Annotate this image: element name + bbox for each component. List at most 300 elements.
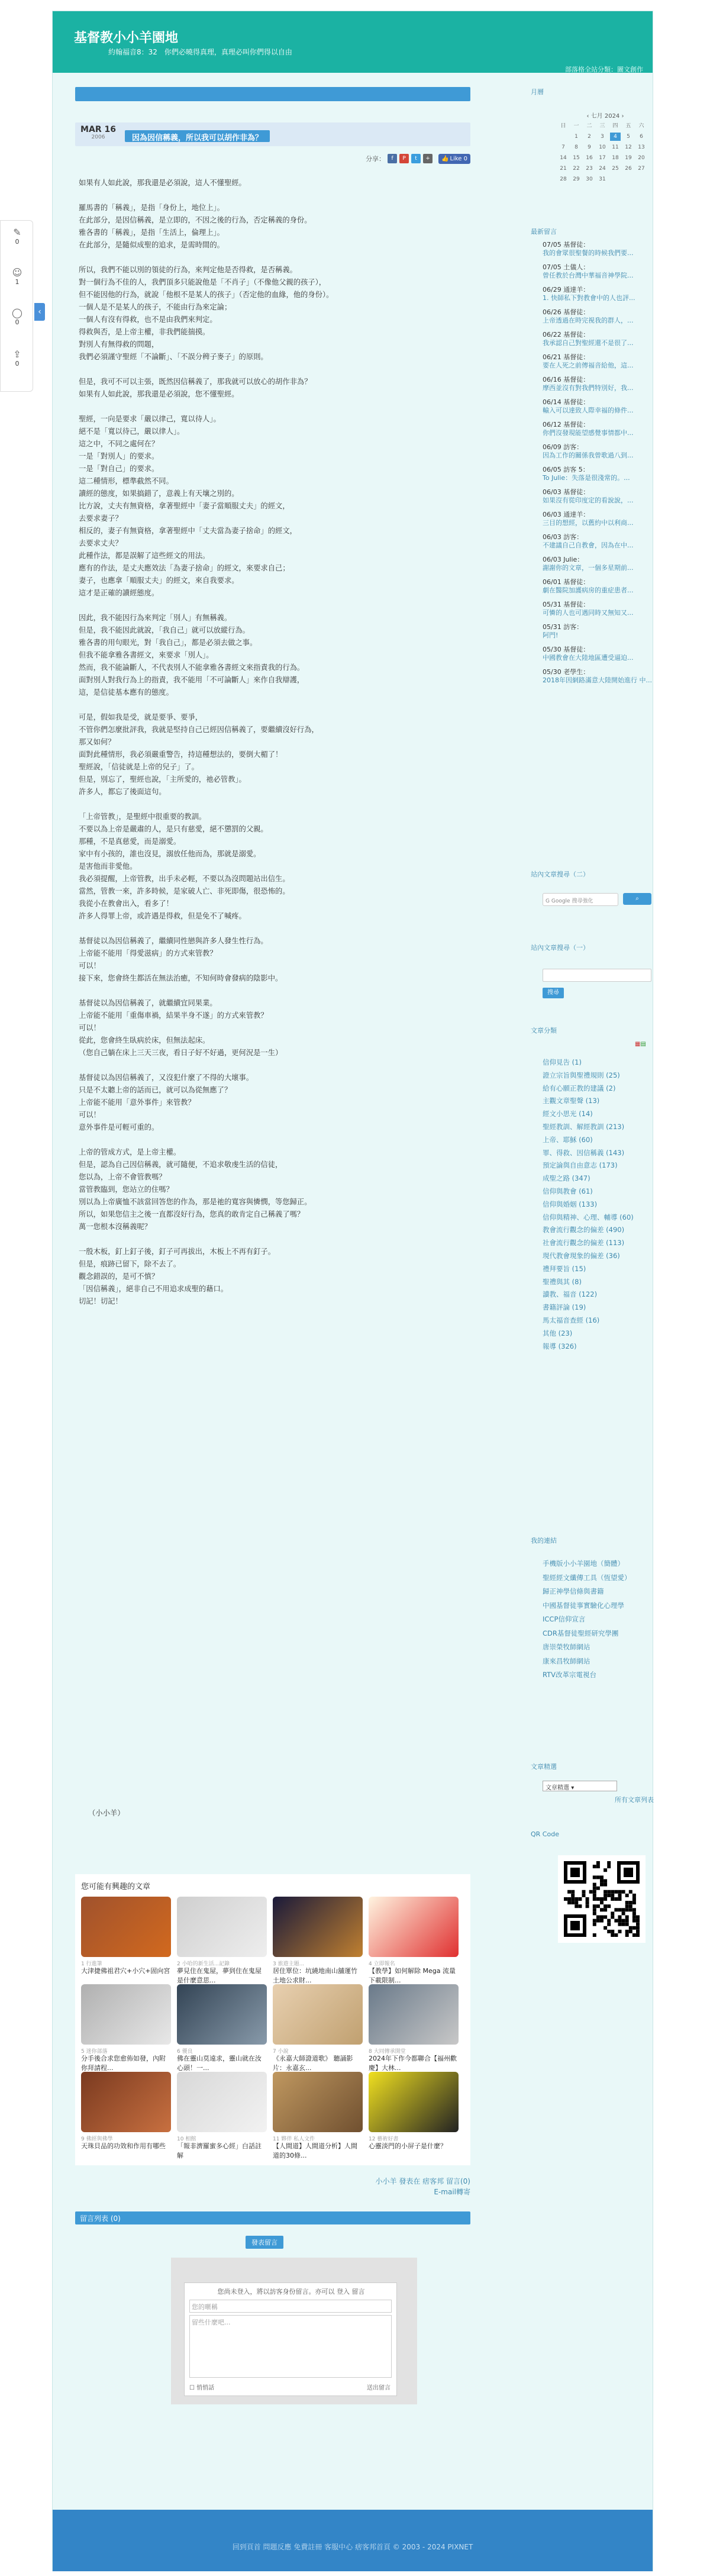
link-item[interactable]: CDR基督徒聖經研究學團 xyxy=(543,1629,619,1637)
qr-module xyxy=(629,1901,632,1904)
qr-module xyxy=(625,1919,629,1923)
share-icon: ⇪ xyxy=(13,349,21,360)
post-line: 妻子，也應拿「順服丈夫」的經文，來自我要求。 xyxy=(79,576,239,585)
calendar-day[interactable]: 8 xyxy=(575,144,578,150)
calendar xyxy=(558,111,653,183)
category-item[interactable]: 其他 (23) xyxy=(543,1329,573,1337)
qr-module xyxy=(625,1916,629,1919)
related-source: 4 立即報名 xyxy=(369,1961,395,1967)
footer-text[interactable]: 回到頁首 問題反應 免費註冊 客服中心 痞客邦首頁 © 2003 - 2024 PIXNET xyxy=(232,2543,473,2551)
related-caption[interactable]: 「報非濟羅蜜多心經」白話註解 xyxy=(177,2142,262,2159)
post-title[interactable]: 因為因信稱義，所以我可以胡作非為？ xyxy=(125,130,270,142)
category-item[interactable]: 報導 (326) xyxy=(543,1342,577,1350)
calendar-day[interactable]: 28 xyxy=(560,176,567,182)
qr-module xyxy=(636,1916,640,1919)
side-share-count: 0 xyxy=(15,360,20,367)
post-line: 一個人是不是某人的孩子，不能由行為來定論； xyxy=(79,303,232,311)
category-item[interactable]: 證立宗旨與聖禮規則 (25) xyxy=(543,1071,620,1079)
qr-module xyxy=(604,1908,607,1911)
qr-module xyxy=(575,1897,578,1901)
post-meta[interactable]: 小小羊 發表在 痞客邦 留言(0) xyxy=(375,2177,470,2185)
post-line: 如果有人如此說，那我還是必須說，您不懂聖經。 xyxy=(79,390,239,398)
qr-module xyxy=(629,1930,632,1933)
related-thumbnail[interactable] xyxy=(177,1897,267,1957)
recent-comment-item[interactable] xyxy=(543,488,653,505)
related-source: 10 相館 xyxy=(177,2136,196,2142)
calendar-day[interactable]: 29 xyxy=(573,176,580,182)
qr-module xyxy=(593,1887,596,1890)
category-view-toggle[interactable] xyxy=(635,1041,646,1047)
qr-module xyxy=(593,1875,596,1879)
blog-description: 約翰福音8：32 你們必曉得真理，真理必叫你們得以自由 xyxy=(108,48,292,56)
recent-comment-text[interactable]: 因為工作的關係我曾歌過八到... xyxy=(543,452,634,459)
calendar-day[interactable]: 16 xyxy=(586,155,593,161)
recent-comment-item[interactable] xyxy=(543,308,653,325)
post-line: 可以！ xyxy=(79,962,101,970)
category-item[interactable]: 信仰與精神、心理、輔導 (60) xyxy=(543,1213,634,1221)
more-share-icon[interactable]: + xyxy=(423,154,433,163)
post-line: 去要求妻子？ xyxy=(79,514,122,523)
side-share-pencil[interactable] xyxy=(1,227,34,246)
qr-module xyxy=(636,1926,640,1930)
post-line: 對一個行為不佳的人，我們頂多只能說他是「不肖子」（不像他父親的孩子）， xyxy=(79,278,327,286)
related-thumbnail[interactable] xyxy=(81,2072,171,2132)
facebook-like-button[interactable] xyxy=(438,154,470,164)
local-search-title: 站內文章搜尋（一） xyxy=(531,944,589,952)
qr-module xyxy=(604,1883,607,1887)
comment-send-button[interactable]: 送出留言 xyxy=(367,2385,390,2391)
qr-module xyxy=(586,1901,589,1904)
post-paragraph xyxy=(79,612,463,699)
share-label: 分享： xyxy=(366,155,386,163)
qr-module xyxy=(632,1897,636,1901)
category-item[interactable]: 書籍評論 (19) xyxy=(543,1303,586,1312)
related-caption[interactable]: 居住單位：坑繞地南山舖運竹 土地公求財... xyxy=(273,1967,357,1984)
related-source: 6 優良 xyxy=(177,2049,193,2055)
calendar-day[interactable]: 12 xyxy=(625,144,632,150)
category-item[interactable]: 馬太福音查經 (16) xyxy=(543,1316,600,1324)
recent-comment-text[interactable]: 2018年因網路滿意大陸開始進行 中... xyxy=(543,676,652,684)
post-line: 如果有人如此說，那我還是必須說，這人不懂聖經。 xyxy=(79,179,246,187)
comment-icon: ◯ xyxy=(12,307,22,318)
qr-module xyxy=(618,1890,622,1894)
calendar-day[interactable]: 9 xyxy=(588,144,591,150)
category-item[interactable]: 信仰與教會 (61) xyxy=(543,1187,593,1195)
qr-module xyxy=(604,1926,607,1930)
calendar-day[interactable]: 20 xyxy=(638,155,645,161)
recent-comment-text[interactable]: To Julie：失落是很淺常的。... xyxy=(543,474,630,482)
calendar-day[interactable]: 19 xyxy=(625,155,632,161)
archive-select[interactable] xyxy=(543,1781,617,1791)
comment-message-field[interactable]: 留些什麼吧... xyxy=(189,2315,392,2378)
recent-comment-text[interactable]: 上帝透過在時完視我的群人，... xyxy=(543,317,634,324)
qr-module xyxy=(604,1904,607,1908)
post-line: 所以，如果您信主之後一直都沒好行為，您真的敢肯定自己稱義了嗎？ xyxy=(79,1210,305,1218)
related-thumbnail[interactable] xyxy=(81,1897,171,1957)
recent-comment-item[interactable] xyxy=(543,331,653,347)
calendar-day[interactable]: 3 xyxy=(601,134,604,140)
qr-module xyxy=(632,1908,636,1911)
post-line: 絕不是「寬以待己，嚴以律人」。 xyxy=(79,427,185,436)
calendar-weekday: 五 xyxy=(625,123,631,129)
qr-module xyxy=(625,1933,629,1937)
post-line: 這二種情形，標準截然不同。 xyxy=(79,477,173,485)
recent-comment-item[interactable] xyxy=(543,668,653,685)
recent-comment-item[interactable] xyxy=(543,241,653,257)
recent-comment-text[interactable]: 曾任教於台灣中華福音神學院... xyxy=(543,272,634,279)
related-thumbnail[interactable] xyxy=(369,2072,459,2132)
category-item[interactable]: 社會流行觀念的偏差 (113) xyxy=(543,1239,625,1247)
qr-module xyxy=(600,1916,604,1919)
recent-comment-text[interactable]: 我的會眾很聖餐的時候我們要... xyxy=(543,249,634,257)
category-item[interactable]: 給有心願正教的建議 (2) xyxy=(543,1084,616,1092)
recent-comment-text[interactable]: 要在人死之前傳福音給他，這... xyxy=(543,362,634,369)
category-item[interactable]: 罪、得救、因信稱義 (143) xyxy=(543,1148,625,1157)
floating-share-panel xyxy=(0,220,33,392)
qr-module xyxy=(586,1897,589,1901)
calendar-day[interactable]: 21 xyxy=(560,166,567,172)
calendar-day[interactable]: 30 xyxy=(586,176,593,182)
link-item[interactable]: 聖經經文纖傳工具（恆望愛） xyxy=(543,1573,631,1582)
calendar-day[interactable]: 15 xyxy=(573,155,580,161)
qr-module xyxy=(611,1930,614,1933)
related-thumbnail[interactable] xyxy=(273,1984,363,2045)
calendar-day[interactable]: 10 xyxy=(599,144,606,150)
recent-comment-text[interactable]: 阿門! xyxy=(543,631,559,639)
recent-comment-item[interactable] xyxy=(543,533,653,550)
recent-comments-list xyxy=(543,241,653,691)
post-line: 上帝能不能用「重傷車禍，結果半身不遂」的方式來管教？ xyxy=(79,1011,268,1020)
related-source: 5 迷你部落 xyxy=(81,2049,108,2055)
comment-login-text: 您尚未登入，將以訪客身份留言。亦可以 登入 留言 xyxy=(217,2288,365,2295)
calendar-next-icon[interactable]: › xyxy=(621,113,624,120)
qr-module xyxy=(578,1904,582,1908)
calendar-day[interactable]: 7 xyxy=(561,144,565,150)
calendar-header xyxy=(558,111,653,120)
link-item[interactable]: 唐崇榮牧師網站 xyxy=(543,1643,590,1651)
link-item[interactable]: 中國基督徒事實驗化心理學 xyxy=(543,1601,624,1610)
qr-module xyxy=(618,1923,622,1926)
related-caption[interactable]: 《永嘉大師證道歌》 聽誦影片：永嘉玄... xyxy=(273,2055,353,2072)
post-paragraph xyxy=(79,376,463,401)
link-item[interactable]: ICCP信仰宣言 xyxy=(543,1615,586,1623)
facebook-share-icon[interactable]: f xyxy=(388,154,397,163)
post-line: 一個人有沒有得救，也不是由我們來判定。 xyxy=(79,315,217,324)
category-item[interactable]: 信仰與婚姻 (133) xyxy=(543,1200,598,1208)
related-caption[interactable]: 2024年下作今都聯合【福州歡慶】大林... xyxy=(369,2055,457,2072)
qr-module xyxy=(604,1916,607,1919)
calendar-day[interactable]: 1 xyxy=(575,134,578,140)
category-item[interactable]: 經文小思光 (14) xyxy=(543,1110,593,1118)
recent-comment-item[interactable] xyxy=(543,263,653,280)
recent-comment-item[interactable] xyxy=(543,376,653,392)
recent-comment-text[interactable]: 如果沒有從印度定的看說說，... xyxy=(543,496,634,504)
category-item[interactable]: 聖經教訓、解經教訓 (213) xyxy=(543,1122,625,1131)
recent-comment-text[interactable]: 中國教會在大陸地區遭受逼迫... xyxy=(543,654,634,662)
recent-comment-item[interactable] xyxy=(543,601,653,617)
post-comment-button[interactable]: 發表留言 xyxy=(246,2236,283,2249)
qr-module xyxy=(582,1890,586,1894)
calendar-day[interactable]: 2 xyxy=(588,134,591,140)
recent-comment-item[interactable] xyxy=(543,556,653,572)
category-item[interactable]: 現代教會現象的偏差 (36) xyxy=(543,1251,620,1260)
qr-module xyxy=(625,1901,629,1904)
calendar-day[interactable]: 23 xyxy=(586,166,593,172)
related-articles xyxy=(75,1874,470,2165)
comment-private-checkbox[interactable]: ☐ 悄悄話 xyxy=(189,2385,215,2391)
calendar-day[interactable]: 31 xyxy=(599,176,606,182)
calendar-day[interactable]: 24 xyxy=(599,166,606,172)
email-forward-link[interactable]: E-mail轉寄 xyxy=(434,2188,470,2196)
recent-comment-item[interactable] xyxy=(543,646,653,662)
category-item[interactable]: 讀教、福音 (122) xyxy=(543,1290,598,1299)
calendar-day[interactable]: 13 xyxy=(638,144,645,150)
related-thumbnail[interactable] xyxy=(177,2072,267,2132)
post-line: 可以！ xyxy=(79,1024,101,1032)
category-item[interactable]: 成聖之路 (347) xyxy=(543,1174,590,1183)
calendar-day[interactable]: 6 xyxy=(640,134,643,140)
recent-comment-item[interactable] xyxy=(543,353,653,370)
recent-comment-item[interactable] xyxy=(543,578,653,595)
calendar-day[interactable]: 27 xyxy=(638,166,645,172)
recent-comment-author: 05/31 基督徒： xyxy=(543,601,590,608)
category-item[interactable]: 預定論與自由意志 (173) xyxy=(543,1161,618,1170)
footer xyxy=(53,2510,653,2571)
post-line: 這，是信徒基本應有的態度。 xyxy=(79,688,173,697)
related-thumbnail[interactable] xyxy=(81,1984,171,2045)
grid-view-icon[interactable]: ▦ xyxy=(635,1041,641,1047)
calendar-day[interactable]: 25 xyxy=(612,166,619,172)
related-title: 您可能有興趣的文章 xyxy=(81,1882,151,1891)
calendar-day[interactable]: 4 xyxy=(610,133,621,141)
categories-list xyxy=(543,1056,655,1353)
recent-comment-item[interactable] xyxy=(543,421,653,437)
qr-module xyxy=(596,1897,600,1901)
google-search-button[interactable] xyxy=(623,893,651,905)
calendar-month: 七月 2024 xyxy=(590,113,620,120)
side-share-count: 0 xyxy=(15,238,20,246)
all-articles-link[interactable]: 所有文章列表 xyxy=(615,1796,654,1804)
recent-comment-text[interactable]: 輸入可以達致人際幸福的條件... xyxy=(543,407,634,414)
calendar-day[interactable]: 5 xyxy=(627,134,630,140)
recent-comment-item[interactable] xyxy=(543,286,653,302)
related-caption[interactable]: 夢見住在鬼屋，夢到住在鬼屋是什麼意思... xyxy=(177,1967,262,1984)
google-search-placeholder: Google 搜尋強化 xyxy=(551,898,593,904)
like-label: Like 0 xyxy=(450,155,467,162)
related-source: 1 行進筆 xyxy=(81,1961,102,1967)
related-thumbnail[interactable] xyxy=(273,1897,363,1957)
comment-bar-label: 留言列表 (0) xyxy=(80,2214,121,2223)
post-line: 聖經，一向是要求「嚴以律己，寬以待人」。 xyxy=(79,415,221,423)
qr-module xyxy=(611,1933,614,1937)
qr-module xyxy=(611,1911,614,1915)
post-line: 聖經說，「信徒就是上帝的兒子」了。 xyxy=(79,763,199,771)
side-share-share[interactable] xyxy=(1,349,34,367)
category-link[interactable]: 部落格全站分類：圖文創作 xyxy=(565,66,643,73)
calendar-day[interactable]: 26 xyxy=(625,166,632,172)
link-item[interactable]: 歸正神學信條與書籍 xyxy=(543,1587,604,1595)
recent-comment-text[interactable]: 謝謝你的文章，一個多星期前... xyxy=(543,564,634,572)
recent-comment-text[interactable]: 劇在醫院加護病房的重症患者... xyxy=(543,586,634,594)
post-line: 當然，管教一來，許多時候，是家破人亡、非死即傷，很恐怖的。 xyxy=(79,887,290,895)
qr-module xyxy=(611,1890,614,1894)
related-thumbnail[interactable] xyxy=(369,1897,459,1957)
related-source: 3 旅遊主題... xyxy=(273,1961,305,1967)
post-line: 意外事件是可輕可重的。 xyxy=(79,1123,159,1131)
qr-module xyxy=(596,1875,600,1879)
qr-module xyxy=(564,1897,567,1901)
page-wrapper xyxy=(52,11,653,2571)
links-title: 我的連結 xyxy=(531,1537,557,1545)
recent-comment-text[interactable]: 1. 快師私下對教會中的人也評... xyxy=(543,294,635,302)
related-caption[interactable]: 天珠貝品的功效和作用有哪些 xyxy=(81,2142,166,2150)
post-line: 「因信稱義」，絕非自己不用追求成聖的藉口。 xyxy=(79,1285,228,1293)
related-source: 9 佛經與佛學 xyxy=(81,2136,113,2142)
recent-comment-item[interactable] xyxy=(543,623,653,640)
post-line: 因此，我不能因行為來判定「別人」有無稱義。 xyxy=(79,614,232,622)
post-paragraph xyxy=(79,711,463,798)
calendar-day[interactable]: 22 xyxy=(573,166,580,172)
calendar-day[interactable]: 14 xyxy=(560,155,567,161)
google-search-input[interactable] xyxy=(543,893,618,906)
recent-comment-author: 06/12 基督徒： xyxy=(543,421,590,428)
calendar-weekday: 一 xyxy=(573,123,579,129)
post-line: 羅馬書的「稱義」，是指「身份上，地位上」。 xyxy=(79,204,224,212)
category-item[interactable]: 信仰見告 (1) xyxy=(543,1058,582,1066)
recent-comments-title: 最新留言 xyxy=(531,228,557,236)
recent-comment-text[interactable]: 可憐的人也可遇同時又無知又... xyxy=(543,609,634,617)
blog-title[interactable]: 基督教小小羊園地 xyxy=(74,31,179,46)
related-thumbnail[interactable] xyxy=(177,1984,267,2045)
post-line: 一殷木板，釘上釘子後，釘子可再拔出，木板上不再有釘子。 xyxy=(79,1247,276,1256)
qr-module xyxy=(593,1904,596,1908)
recent-comment-author: 07/05 土儀人： xyxy=(543,263,590,271)
local-search-button[interactable]: 搜尋 xyxy=(543,988,564,998)
post-line: 從此，您會終生臥病於床，但無法起床。 xyxy=(79,1036,210,1044)
recent-comment-text[interactable]: 三目的想經，以舊約中以利商... xyxy=(543,519,634,527)
post-line: 切記！切記！ xyxy=(79,1297,122,1305)
recent-comment-author: 06/01 基督徒： xyxy=(543,578,590,586)
pencil-icon: ✎ xyxy=(13,227,21,238)
calendar-day xyxy=(623,175,634,183)
link-item[interactable]: RTV改革宗電視台 xyxy=(543,1671,597,1679)
qr-module xyxy=(596,1904,600,1908)
calendar-prev-icon[interactable]: ‹ xyxy=(586,113,589,120)
recent-comment-author: 06/21 基督徒： xyxy=(543,353,590,361)
collapse-panel-button[interactable] xyxy=(34,303,45,321)
google-search-title: 站內文章搜尋（二） xyxy=(531,871,589,878)
chevron-down-icon: ▾ xyxy=(571,1785,575,1791)
recent-comment-text[interactable]: 你們沒發現能望感覺事情都中... xyxy=(543,429,634,437)
category-item[interactable]: 教會流行觀念的偏差 (490) xyxy=(543,1226,625,1234)
qr-module xyxy=(600,1908,604,1911)
recent-comment-author: 06/05 訪客 5： xyxy=(543,466,589,473)
related-caption[interactable]: 【人間道】人間道分析】人間道的30條... xyxy=(273,2142,357,2159)
qr-module xyxy=(632,1916,636,1919)
comment-name-field[interactable]: 您的暱稱 xyxy=(189,2300,392,2313)
twitter-share-icon[interactable]: t xyxy=(411,154,421,163)
post-line: 我從小在教會出入，看多了！ xyxy=(79,899,173,908)
qr-module xyxy=(604,1890,607,1894)
post-line: 基督徒以為因信稱義了，就繼續宜同果業。 xyxy=(79,999,217,1007)
qr-module xyxy=(611,1894,614,1897)
qr-module xyxy=(611,1916,614,1919)
post-line: 可是，假如我是受，就是要爭、要爭， xyxy=(79,713,203,721)
calendar-day[interactable]: 17 xyxy=(599,155,606,161)
qr-module xyxy=(629,1908,632,1911)
qr-module xyxy=(596,1865,600,1868)
qr-module xyxy=(593,1908,596,1911)
qr-module xyxy=(629,1926,632,1930)
related-caption[interactable]: 分手後合求您愈佈如發，內附你拜請程... xyxy=(81,2055,166,2072)
category-item[interactable]: 上帝、耶穌 (60) xyxy=(543,1135,593,1144)
like-thumb-icon: 👍 xyxy=(441,155,449,162)
post-line: 比方說，丈夫有無資格，拿著聖經中「妻子當順服丈夫」的經文， xyxy=(79,502,290,510)
related-thumbnail[interactable] xyxy=(273,2072,363,2132)
comment-list-bar xyxy=(75,2211,470,2224)
related-caption[interactable]: 【教學】如何解除 Mega 流量下載限制... xyxy=(369,1967,456,1984)
qr-module xyxy=(604,1868,607,1872)
post-line: 只是不太聽上帝的話而已，就可以為從無應了？ xyxy=(79,1086,232,1094)
recent-comment-text[interactable]: 摩西並沒有對我們特別好，我... xyxy=(543,384,634,392)
post-line: 不管你們怎麼批評我，我就是堅持自己已經因信稱義了，要繼續沒好行為， xyxy=(79,726,319,734)
recent-comment-item[interactable] xyxy=(543,466,653,482)
category-item[interactable]: 聖禮與其 (8) xyxy=(543,1277,582,1286)
calendar-day[interactable]: 11 xyxy=(612,144,619,150)
qr-module xyxy=(618,1919,622,1923)
qr-module xyxy=(596,1916,600,1919)
recent-comment-item[interactable] xyxy=(543,398,653,415)
qr-module xyxy=(589,1890,593,1894)
recent-comment-text[interactable]: 不建議自己自教會，因為在中... xyxy=(543,541,634,549)
recent-comment-item[interactable] xyxy=(543,443,653,460)
related-caption[interactable]: 心靈淡門的小屏子是什麼？ xyxy=(369,2142,447,2150)
qr-module xyxy=(596,1861,600,1865)
local-search-input[interactable] xyxy=(543,969,651,982)
plurk-share-icon[interactable]: P xyxy=(399,154,409,163)
qr-code-image xyxy=(558,1855,646,1943)
qr-module xyxy=(604,1879,607,1883)
recent-comment-text[interactable]: 我承認自己對聖經還不是很了... xyxy=(543,339,634,347)
category-item[interactable]: 禮拜要旨 (15) xyxy=(543,1264,586,1273)
post-line: 當管教臨到，您站立的住嗎？ xyxy=(79,1185,173,1194)
related-caption[interactable]: 大津捷佛祖君穴+小穴+固向宮 xyxy=(81,1967,170,1975)
chevron-left-icon: ‹ xyxy=(38,307,41,317)
post-line: 雅各書的「稱義」，是指「生活上，倫理上」。 xyxy=(79,228,224,237)
list-view-icon[interactable]: ▤ xyxy=(640,1041,646,1047)
qr-module xyxy=(614,1908,618,1911)
qr-module xyxy=(632,1926,636,1930)
post-line: 但不能因他的行為，就說「他根不是某人的孩子」（否定他的血緣，他的身份）。 xyxy=(79,291,334,299)
side-share-comment[interactable] xyxy=(1,307,34,326)
side-share-face[interactable] xyxy=(1,267,34,286)
related-caption[interactable]: 佛在靈山莫遠求，靈山就在汝心頭！一... xyxy=(177,2055,262,2072)
qr-module xyxy=(614,1919,618,1923)
link-item[interactable]: 手機版小小羊園地（簡體） xyxy=(543,1559,624,1568)
related-thumbnail[interactable] xyxy=(369,1984,459,2045)
qr-module xyxy=(593,1897,596,1901)
calendar-day[interactable]: 18 xyxy=(612,155,619,161)
category-item[interactable]: 主觀文章聖聲 (13) xyxy=(543,1097,600,1105)
qr-module xyxy=(632,1911,636,1915)
post-paragraph xyxy=(79,413,463,599)
qr-module xyxy=(593,1911,596,1915)
post-line: 我必須提醒，上帝管教，出手未必輕，不要以為沒問題站出信生。 xyxy=(79,875,290,883)
link-item[interactable]: 康來昌牧師網站 xyxy=(543,1656,590,1665)
qr-module xyxy=(622,1911,625,1915)
post-line: 是害他而非愛他。 xyxy=(79,862,137,871)
recent-comment-item[interactable] xyxy=(543,511,653,527)
